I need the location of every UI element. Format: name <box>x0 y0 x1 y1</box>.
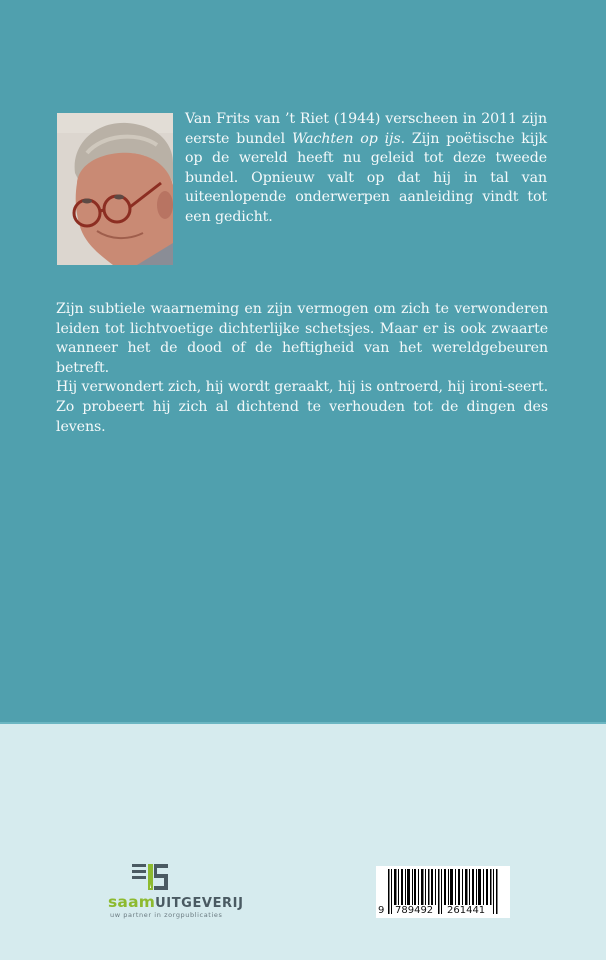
book-title-italic: Wachten op ijs <box>291 130 401 147</box>
publisher-name-uitgeverij: UITGEVERIJ <box>155 896 244 911</box>
author-photo <box>57 113 173 265</box>
blurb-paragraph-2: Hij verwondert zich, hij wordt geraakt, hij is ontroerd, hij ironi-seert. Zo probeert hij zich al dichtend te verhouden tot de dingen des levens. <box>56 379 548 435</box>
author-intro-text <box>185 110 547 228</box>
isbn-group-1: 789492 <box>395 905 434 916</box>
isbn-barcode <box>376 866 510 918</box>
blurb-text <box>56 300 548 437</box>
isbn-group-2: 261441 <box>447 905 486 916</box>
publisher-logo-icon <box>130 862 170 892</box>
publisher-name <box>108 894 244 912</box>
blurb-paragraph-1: Zijn subtiele waarneming en zijn vermogen om zich te verwonderen leiden tot lichtvoetige dichterlijke schetsjes. Maar er is ook zwaarte wanneer het de dood of de heftigheid van het wereldgebeuren betreft. <box>56 301 548 376</box>
intro-text-end: . Zijn poëtische kijk op de wereld heeft nu geleid tot deze tweede bundel. Opnieuw valt op dat hij in tal van uiteenlopende onderwerpen aanleiding vindt tot een gedicht. <box>185 130 548 225</box>
bottom-panel <box>0 724 606 960</box>
publisher-name-saam: saam <box>108 893 156 911</box>
publisher-tagline: uw partner in zorgpublicaties <box>110 911 223 919</box>
intro-text-start: Van Frits van ’t Riet (1944) verscheen in 2011 zijn eerste bundel <box>185 111 547 147</box>
publisher-logo <box>108 860 248 922</box>
isbn-lead-digit: 9 <box>378 905 385 916</box>
